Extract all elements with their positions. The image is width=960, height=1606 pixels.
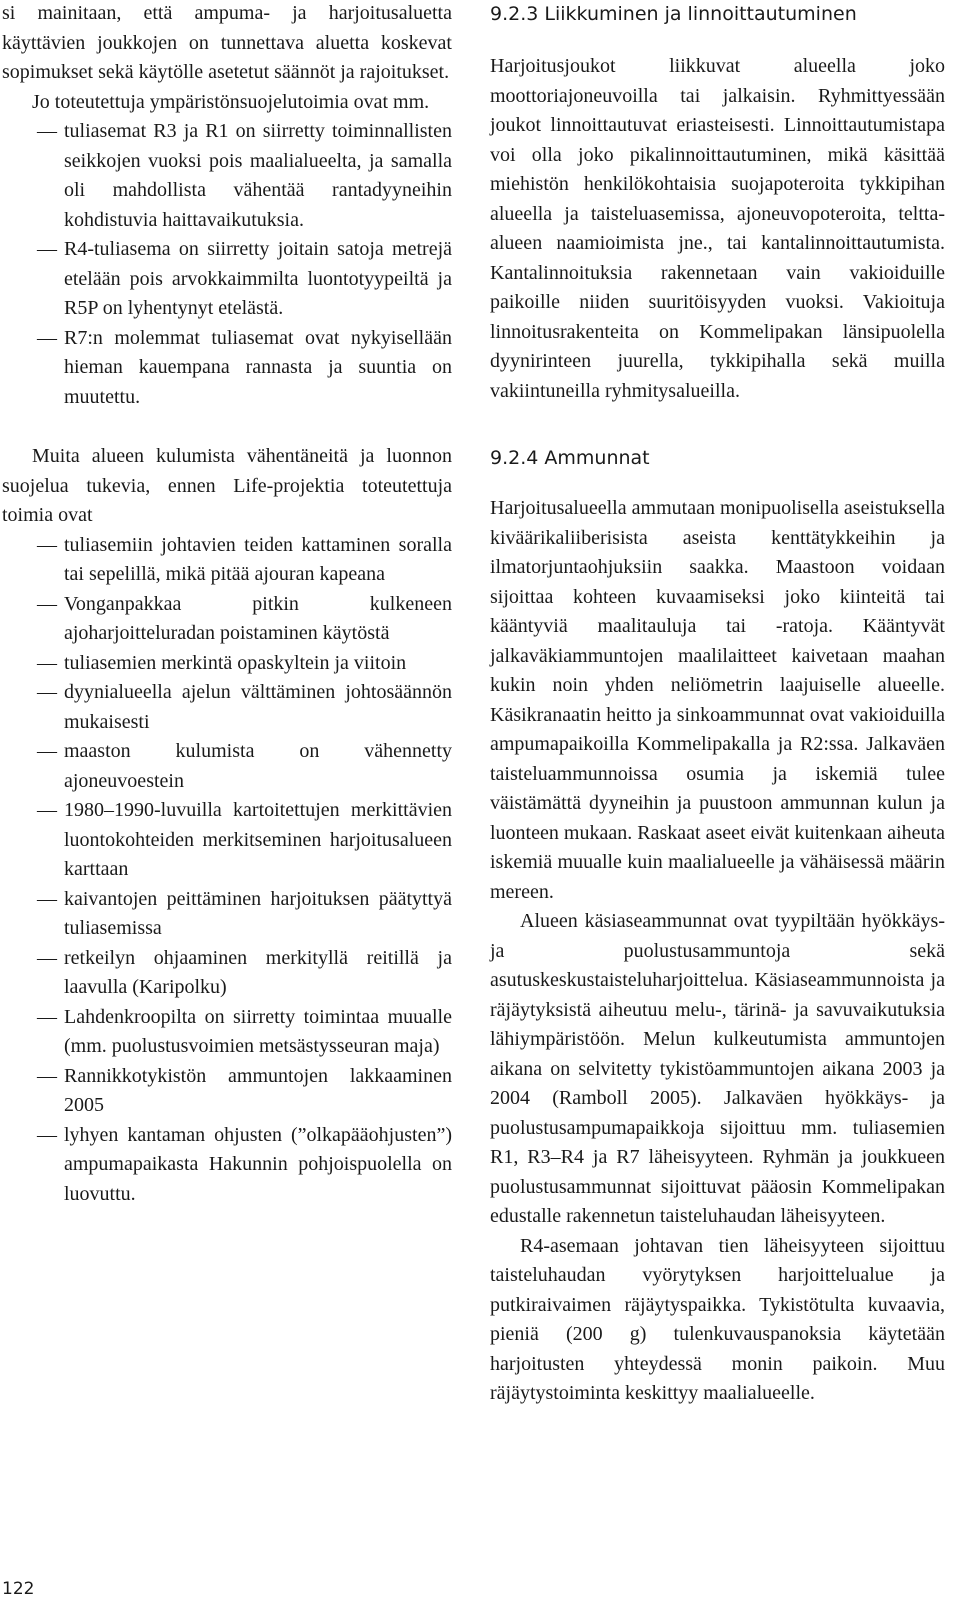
done-measures-intro: Jo toteutettuja ympäristönsuojelutoimia ovat mm. [32,90,430,113]
list-item: — R4-tuliasema on siirretty joitain satoja metrejä etelään pois arvokkaimmilta luontotyypeiltä ja R5P on lyhentynyt etelästä. [2,235,452,324]
page-number: 122 [2,1579,35,1599]
list-item: — Lahdenkroopilta on siirretty toimintaa muualle (mm. puolustusvoimien metsästysseuran maja) [2,1003,452,1062]
done-measures-list [2,117,452,412]
left-column [2,0,452,1209]
section-heading-9-2-4: 9.2.4 Ammunnat [490,447,650,469]
section-9-2-4-paragraph-3: R4-asemaan johtavan tien läheisyyteen sijoittuu taisteluhaudan vyörytyksen harjoittelualue ja putkiraivaimen räjäytyspaikka. Tykistötulta kuvaavia, pieniä (200 g) tulenkuvauspanoksia käytetään harjoitusten yhteydessä monin paikoin. Muu räjäytystoiminta keskittyy maalialueelle. [490,1234,945,1404]
other-measures-list [2,531,452,1210]
intro-paragraph: si mainitaan, että ampuma- ja harjoitusaluetta käyttävien joukkojen on tunnettava aluetta koskevat sopimukset sekä käytölle asetetut säännöt ja rajoitukset. [2,2,452,83]
list-item: — R7:n molemmat tuliasemat ovat nykyisellään hieman kauempana rannasta ja suuntia on muutettu. [2,324,452,413]
list-item: — Rannikkotykistön ammuntojen lakkaaminen 2005 [2,1062,452,1121]
list-item: — tuliasemat R3 ja R1 on siirretty toiminnallisten seikkojen vuoksi pois maalialueelta, ja samalla oli mahdollista vähentää rantadyyneihin kohdistuvia haittavaikutuksia. [2,117,452,235]
list-item: — lyhyen kantaman ohjusten (”olkapääohjusten”) ampumapaikasta Hakunnin pohjoispuolella on luovuttu. [2,1121,452,1210]
section-9-2-4-paragraph-1: Harjoitusalueella ammutaan monipuolisella aseistuksella kiväärikaliiberisista aseista kenttätykkeihin ja ilmatorjuntaohjuksiin saakka. Maastoon voidaan sijoittaa kohteen kuvaamiseksi joko kiinteitä tai kääntyviä maalitauluja tai -ratoja. Kääntyvät jalkaväkiammuntojen maalilaitteet kaivetaan maahan kukin noin yhden neliömetrin laajuiselle alueelle. Käsikranaatin heitto ja sinkoammunnat ovat vakioiduilla ampumapaikoilla Kommelipakalla ja R2:ssa. Jalkaväen taisteluammunnoissa osumia ja iskemiä tulee väistämättä dyyneihin ja puustoon ammunnan kulun ja luonteen mukaan. Raskaat aseet eivät kuitenkaan aiheuta iskemiä muualle kuin maalialueelle ja vähäisessä määrin mereen. [490,497,945,903]
right-column [490,0,945,1409]
list-item: — 1980–1990-luvuilla kartoitettujen merkittävien luontokohteiden merkitseminen harjoitusalueen karttaan [2,796,452,885]
section-9-2-4-paragraph-2: Alueen käsiaseammunnat ovat tyypiltään hyökkäys- ja puolustusammuntoja sekä asutuskeskustaisteluharjoittelua. Käsiaseammunnoista ja räjäytyksistä aiheutuu melu-, tärinä- ja savuvaikutuksia lähiympäristöön. Melun kulkeutumista ammuntojen aikana on selvitetty tykistöammuntojen aikana 2003 ja 2004 (Ramboll 2005). Jalkaväen hyökkäys- ja puolustusampumapaikkoja sijoittuu mm. tuliasemien R1, R3–R4 ja R7 läheisyyteen. Ryhmän ja joukkueen puolustusammunnat sijoittuvat pääosin Kommelipakan edustalle rakennetun taisteluhaudan läheisyyteen. [490,910,945,1227]
list-item: — tuliasemiin johtavien teiden kattaminen soralla tai sepelillä, mikä pitää ajouran kapeana [2,531,452,590]
section-9-2-3-paragraph: Harjoitusjoukot liikkuvat alueella joko moottoriajoneuvoilla tai jalkaisin. Ryhmittyessään joukot linnoittautuvat eriasteisesti. Linnoittautumistapa voi olla joko pikalinnoittautuminen, mikä käsittää miehistön henkilökohtaisia suojapoteroita tykkipihan alueella ja taisteluasemissa, ajoneuvopoteroita, teltta-alueen naamioimista jne., tai kantalinnoittautumista. Kantalinnoituksia rakennetaan vain vakioiduille paikoille niiden suuritöisyyden vuoksi. Vakioituja linnoitusrakenteita on Kommelipakan länsipuolella dyynirinteen juurella, tykkipihalla sekä muilla vakiintuneilla ryhmitysalueilla. [490,55,945,402]
list-item: — Vonganpakkaa pitkin kulkeneen ajoharjoitteluradan poistaminen käytöstä [2,590,452,649]
list-item: — retkeilyn ohjaaminen merkityllä reitillä ja laavulla (Karipolku) [2,944,452,1003]
list-item: — dyynialueella ajelun välttäminen johtosäännön mukaisesti [2,678,452,737]
other-measures-intro: Muita alueen kulumista vähentäneitä ja luonnon suojelua tukevia, ennen Life-projektia toteutettuja toimia ovat [2,445,452,526]
list-item: — maaston kulumista on vähennetty ajoneuvoestein [2,737,452,796]
list-item: — kaivantojen peittäminen harjoituksen päätyttyä tuliasemissa [2,885,452,944]
section-heading-9-2-3: 9.2.3 Liikkuminen ja linnoittautuminen [490,3,857,25]
list-item: — tuliasemien merkintä opaskyltein ja viitoin [2,649,452,679]
